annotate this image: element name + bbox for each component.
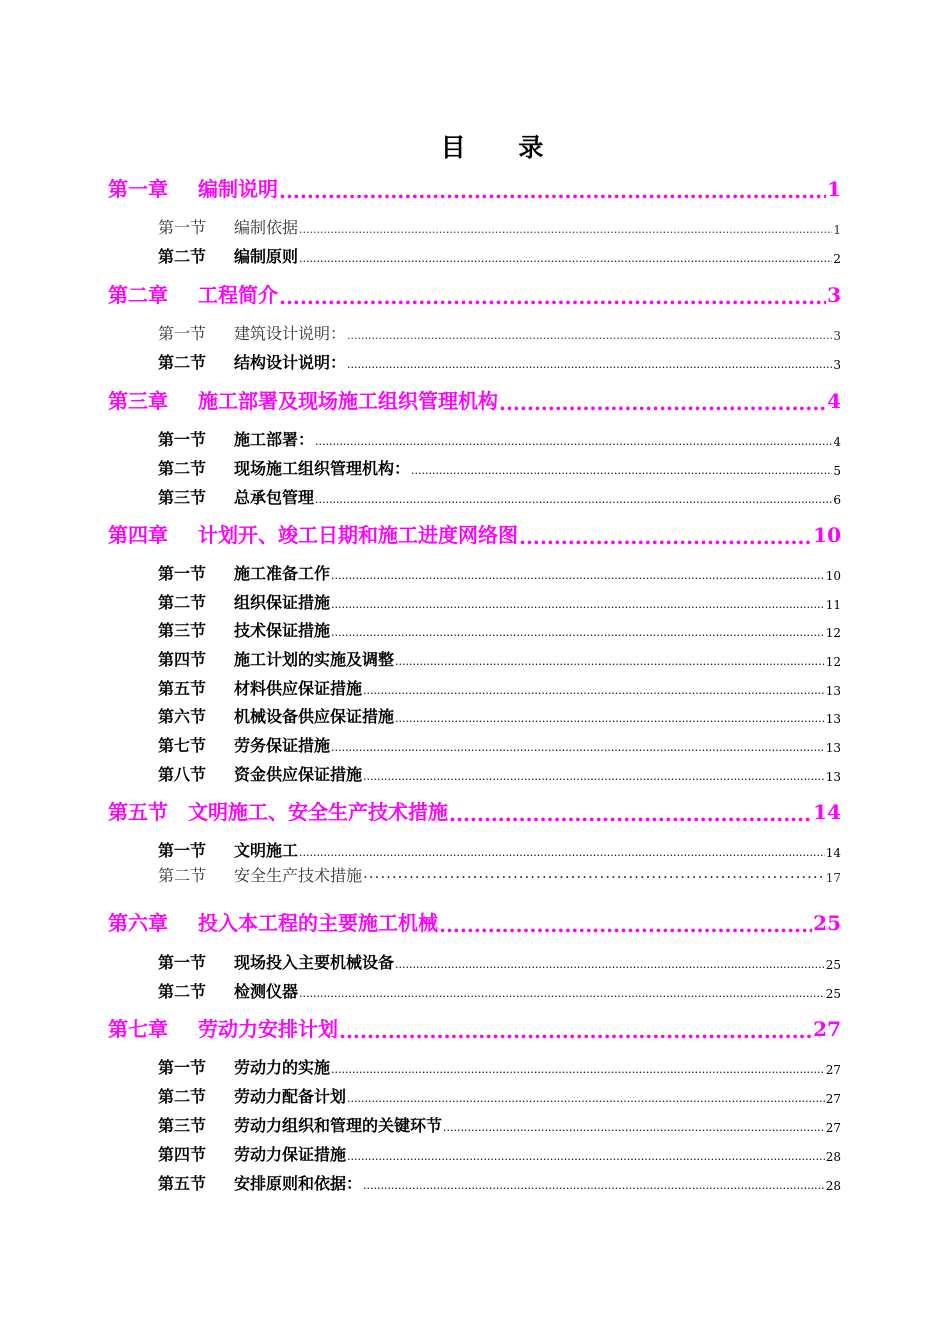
- toc-section-4-7[interactable]: [158, 735, 841, 757]
- section-number: 第二节: [158, 982, 207, 1001]
- chapter-page: 14: [813, 800, 841, 824]
- section-page: 28: [825, 1179, 841, 1193]
- toc-section-5-1[interactable]: [158, 840, 841, 862]
- dot-leader: [363, 867, 825, 887]
- section-title: 劳务保证措施: [234, 736, 331, 755]
- chapter-number: 第五节: [108, 800, 168, 824]
- section-title: 组织保证措施: [234, 593, 331, 612]
- section-title: 编制原则: [234, 247, 299, 266]
- section-title: 结构设计说明：: [234, 353, 347, 372]
- dot-leader: [331, 624, 825, 642]
- dot-leader: [339, 1018, 812, 1044]
- toc-section-7-1[interactable]: [158, 1057, 841, 1079]
- toc-title: 目 录: [440, 133, 566, 162]
- section-title: 总承包管理: [234, 488, 315, 507]
- chapter-number: 第三章: [108, 389, 168, 413]
- toc-section-4-5[interactable]: [158, 678, 841, 700]
- toc-section-7-4[interactable]: [158, 1144, 841, 1166]
- section-number: 第一节: [158, 1058, 207, 1077]
- chapter-title: 编制说明: [198, 177, 278, 201]
- toc-chapter-5[interactable]: [108, 797, 841, 827]
- toc-chapter-6[interactable]: [108, 908, 841, 938]
- section-number: 第三节: [158, 621, 207, 640]
- section-title: 劳动力的实施: [234, 1058, 331, 1077]
- section-title: 建筑设计说明：: [234, 324, 347, 343]
- section-number: 第四节: [158, 650, 207, 669]
- section-page: 12: [825, 626, 841, 640]
- dot-leader: [331, 596, 825, 614]
- section-page: 1: [833, 223, 841, 237]
- section-number: 第六节: [158, 707, 207, 726]
- toc-section-4-8[interactable]: [158, 764, 841, 786]
- section-title: 劳动力配备计划: [234, 1087, 347, 1106]
- chapter-number: 第七章: [108, 1017, 168, 1041]
- section-number: 第一节: [158, 564, 207, 583]
- toc-section-7-5[interactable]: [158, 1173, 841, 1195]
- chapter-number: 第四章: [108, 523, 168, 547]
- section-number: 第一节: [158, 218, 207, 237]
- chapter-page: 3: [827, 283, 841, 307]
- section-title: 安排原则和依据：: [234, 1174, 363, 1193]
- section-number: 第三节: [158, 488, 207, 507]
- toc-chapter-4[interactable]: [108, 520, 841, 550]
- dot-leader: [299, 844, 825, 862]
- chapter-page: 10: [813, 523, 841, 547]
- dot-leader: [519, 524, 812, 550]
- chapter-page: 25: [813, 911, 841, 935]
- section-number: 第二节: [158, 353, 207, 372]
- section-page: 3: [833, 329, 841, 343]
- toc-chapter-2[interactable]: [108, 280, 841, 310]
- section-page: 3: [833, 358, 841, 372]
- toc-chapter-7[interactable]: [108, 1014, 841, 1044]
- dot-leader: [449, 801, 812, 827]
- toc-section-6-1[interactable]: [158, 952, 841, 974]
- dot-leader: [347, 327, 832, 345]
- section-number: 第五节: [158, 679, 207, 698]
- toc-chapter-3[interactable]: [108, 386, 841, 416]
- chapter-title: 投入本工程的主要施工机械: [198, 911, 438, 935]
- chapter-page: 27: [813, 1017, 841, 1041]
- dot-leader: [499, 390, 826, 416]
- dot-leader: [347, 356, 832, 374]
- toc-section-5-2[interactable]: [158, 865, 841, 887]
- dot-leader: [347, 1090, 825, 1108]
- section-page: 25: [825, 987, 841, 1001]
- chapter-title: 文明施工、安全生产技术措施: [188, 800, 448, 824]
- section-page: 27: [825, 1121, 841, 1135]
- dot-leader: [363, 682, 825, 700]
- section-title: 检测仪器: [234, 982, 299, 1001]
- section-number: 第二节: [158, 459, 207, 478]
- section-page: 28: [825, 1150, 841, 1164]
- chapter-number: 第六章: [108, 911, 168, 935]
- section-page: 5: [833, 464, 841, 478]
- section-number: 第一节: [158, 841, 207, 860]
- section-title: 文明施工: [234, 841, 299, 860]
- dot-leader: [279, 178, 826, 204]
- section-number: 第一节: [158, 430, 207, 449]
- toc-section-4-3[interactable]: [158, 620, 841, 642]
- dot-leader: [395, 956, 825, 974]
- section-number: 第一节: [158, 953, 207, 972]
- toc-section-3-1[interactable]: [158, 429, 841, 451]
- dot-leader: [363, 768, 825, 786]
- toc-section-4-2[interactable]: [158, 592, 841, 614]
- section-number: 第八节: [158, 765, 207, 784]
- toc-section-3-2[interactable]: [158, 458, 841, 480]
- section-page: 27: [825, 1092, 841, 1106]
- dot-leader: [299, 221, 832, 239]
- chapter-title: 施工部署及现场施工组织管理机构: [198, 389, 498, 413]
- section-title: 材料供应保证措施: [234, 679, 363, 698]
- section-title: 资金供应保证措施: [234, 765, 363, 784]
- dot-leader: [363, 1177, 825, 1195]
- chapter-page: 4: [827, 389, 841, 413]
- section-title: 机械设备供应保证措施: [234, 707, 395, 726]
- section-page: 27: [825, 1063, 841, 1077]
- section-page: 2: [833, 252, 841, 266]
- section-page: 17: [825, 871, 841, 885]
- dot-leader: [347, 1148, 825, 1166]
- toc-chapter-1[interactable]: [108, 174, 841, 204]
- section-number: 第二节: [158, 1087, 207, 1106]
- section-title: 编制依据: [234, 218, 299, 237]
- toc-section-4-4[interactable]: [158, 649, 841, 671]
- section-title: 安全生产技术措施: [234, 866, 363, 885]
- section-page: 4: [833, 435, 841, 449]
- dot-leader: [279, 284, 826, 310]
- section-title: 现场投入主要机械设备: [234, 953, 395, 972]
- section-title: 施工准备工作: [234, 564, 331, 583]
- toc-section-6-2[interactable]: [158, 981, 841, 1003]
- toc-section-2-1[interactable]: [158, 323, 841, 345]
- dot-leader: [395, 710, 825, 728]
- section-title: 施工计划的实施及调整: [234, 650, 395, 669]
- chapter-page: 1: [827, 177, 841, 201]
- dot-leader: [315, 433, 832, 451]
- section-title: 劳动力组织和管理的关键环节: [234, 1116, 443, 1135]
- section-number: 第一节: [158, 324, 207, 343]
- chapter-number: 第二章: [108, 283, 168, 307]
- section-page: 13: [825, 741, 841, 755]
- dot-leader: [299, 985, 825, 1003]
- dot-leader: [411, 462, 832, 480]
- section-number: 第四节: [158, 1145, 207, 1164]
- section-number: 第二节: [158, 866, 207, 885]
- dot-leader: [395, 653, 825, 671]
- section-title: 技术保证措施: [234, 621, 331, 640]
- dot-leader: [331, 1061, 825, 1079]
- dot-leader: [443, 1119, 825, 1137]
- section-page: 14: [825, 846, 841, 860]
- dot-leader: [331, 567, 825, 585]
- toc-section-1-2[interactable]: [158, 246, 841, 268]
- dot-leader: [299, 250, 832, 268]
- section-page: 10: [825, 569, 841, 583]
- section-page: 6: [833, 493, 841, 507]
- dot-leader: [331, 739, 825, 757]
- toc-section-2-2[interactable]: [158, 352, 841, 374]
- section-number: 第五节: [158, 1174, 207, 1193]
- section-page: 12: [825, 655, 841, 669]
- section-number: 第二节: [158, 247, 207, 266]
- toc-section-7-2[interactable]: [158, 1086, 841, 1108]
- section-page: 13: [825, 770, 841, 784]
- section-number: 第三节: [158, 1116, 207, 1135]
- section-number: 第二节: [158, 593, 207, 612]
- toc-section-3-3[interactable]: [158, 487, 841, 509]
- toc-section-4-1[interactable]: [158, 563, 841, 585]
- section-page: 11: [825, 598, 841, 612]
- section-page: 13: [825, 684, 841, 698]
- section-number: 第七节: [158, 736, 207, 755]
- toc-section-4-6[interactable]: [158, 706, 841, 728]
- chapter-title: 劳动力安排计划: [198, 1017, 338, 1041]
- section-title: 施工部署：: [234, 430, 315, 449]
- dot-leader: [315, 491, 832, 509]
- section-page: 25: [825, 958, 841, 972]
- toc-section-1-1[interactable]: [158, 217, 841, 239]
- section-title: 现场施工组织管理机构：: [234, 459, 411, 478]
- chapter-title: 计划开、竣工日期和施工进度网络图: [198, 523, 518, 547]
- dot-leader: [439, 912, 812, 938]
- toc-section-7-3[interactable]: [158, 1115, 841, 1137]
- section-title: 劳动力保证措施: [234, 1145, 347, 1164]
- chapter-title: 工程简介: [198, 283, 278, 307]
- section-page: 13: [825, 712, 841, 726]
- chapter-number: 第一章: [108, 177, 168, 201]
